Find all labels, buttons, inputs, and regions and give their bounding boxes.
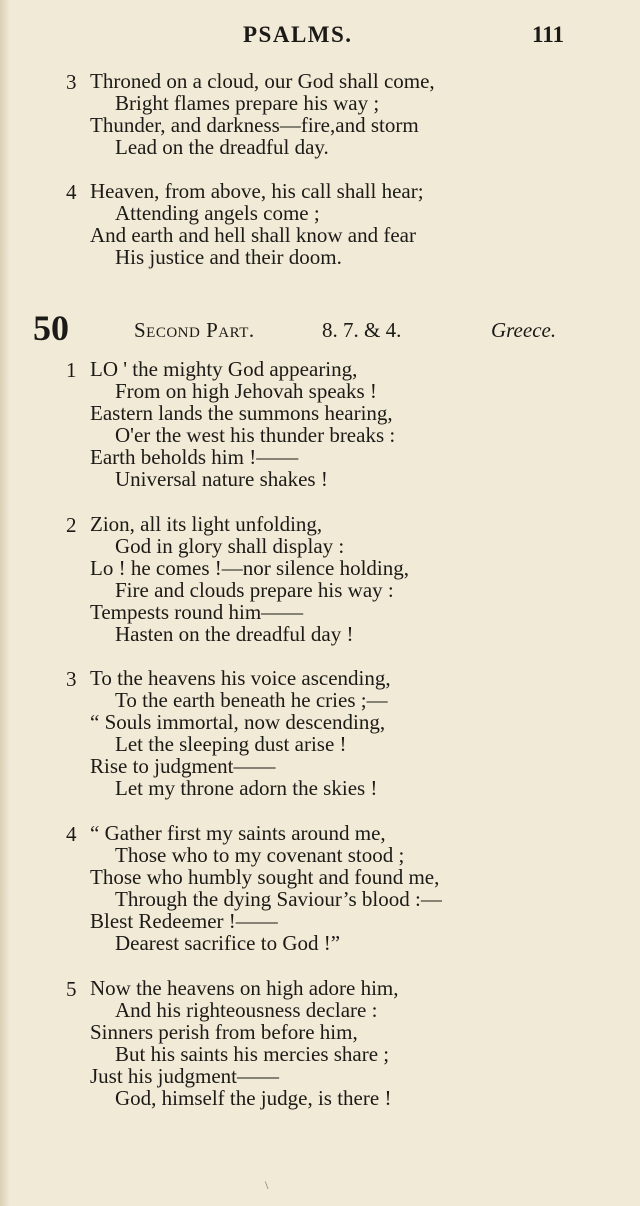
- verse-line: His justice and their doom.: [115, 245, 342, 269]
- verse-line: Those who humbly sought and found me,: [90, 865, 440, 889]
- tune-name: Greece.: [491, 318, 557, 342]
- verse-line: Through the dying Saviour’s blood :—: [115, 887, 442, 911]
- verse-line: To the earth beneath he cries ;—: [115, 688, 388, 712]
- stanza-number: 5: [66, 977, 77, 1001]
- verse-line: “ Souls immortal, now descending,: [90, 710, 386, 734]
- verse-line: Just his judgment——: [90, 1064, 280, 1088]
- stanza-number: 3: [66, 667, 77, 691]
- verse-line: Tempests round him——: [90, 600, 304, 624]
- verse-line: Eastern lands the summons hearing,: [90, 401, 393, 425]
- stanza-number: 4: [66, 180, 77, 204]
- stanza-number: 2: [66, 513, 77, 537]
- footer-mark: \: [265, 1178, 269, 1192]
- verse-line: Thunder, and darkness—fire,and storm: [90, 113, 419, 137]
- verse-line: Throned on a cloud, our God shall come,: [90, 69, 435, 93]
- hymn-header: [0, 306, 640, 356]
- verse-line: Let the sleeping dust arise !: [115, 732, 347, 756]
- verse-line: Hasten on the dreadful day !: [115, 622, 354, 646]
- verse-line: O'er the west his thunder breaks :: [115, 423, 396, 447]
- verse-line: Sinners perish from before him,: [90, 1020, 358, 1044]
- verse-line: Lo ! he comes !—nor silence holding,: [90, 556, 409, 580]
- running-title: PSALMS.: [243, 22, 353, 47]
- verse-line: Now the heavens on high adore him,: [90, 976, 399, 1000]
- verse-line: And his righteousness declare :: [115, 998, 378, 1022]
- verse-line: Lead on the dreadful day.: [115, 135, 329, 159]
- verse-line: God in glory shall display :: [115, 534, 345, 558]
- page-number: 111: [532, 22, 564, 47]
- verse-line: To the heavens his voice ascending,: [90, 666, 391, 690]
- verse-line: Those who to my covenant stood ;: [115, 843, 405, 867]
- verse-line: From on high Jehovah speaks !: [115, 379, 377, 403]
- verse-line: Zion, all its light unfolding,: [90, 512, 323, 536]
- stanza-number: 4: [66, 822, 77, 846]
- verse-line: But his saints his mercies share ;: [115, 1042, 390, 1066]
- verse-line: Let my throne adorn the skies !: [115, 776, 378, 800]
- verse-line: God, himself the judge, is there !: [115, 1086, 392, 1110]
- running-head: [0, 22, 640, 52]
- verse-line: “ Gather first my saints around me,: [90, 821, 386, 845]
- verse-line: LO ' the mighty God appearing,: [90, 357, 358, 381]
- verse-line: Rise to judgment——: [90, 754, 276, 778]
- verse-line: Bright flames prepare his way ;: [115, 91, 380, 115]
- hymn-number: 50: [33, 308, 69, 348]
- meter: 8. 7. & 4.: [322, 318, 402, 342]
- verse-line: Earth beholds him !——: [90, 445, 299, 469]
- verse-line: Blest Redeemer !——: [90, 909, 278, 933]
- verse-line: Universal nature shakes !: [115, 467, 328, 491]
- verse-line: Heaven, from above, his call shall hear;: [90, 179, 424, 203]
- stanza-number: 1: [66, 358, 77, 382]
- page-edge: [0, 0, 10, 1206]
- verse-line: Dearest sacrifice to God !”: [115, 931, 341, 955]
- verse-line: Fire and clouds prepare his way :: [115, 578, 394, 602]
- stanza-number: 3: [66, 70, 77, 94]
- verse-line: Attending angels come ;: [115, 201, 320, 225]
- part-title: Second Part.: [134, 318, 255, 342]
- verse-line: And earth and hell shall know and fear: [90, 223, 416, 247]
